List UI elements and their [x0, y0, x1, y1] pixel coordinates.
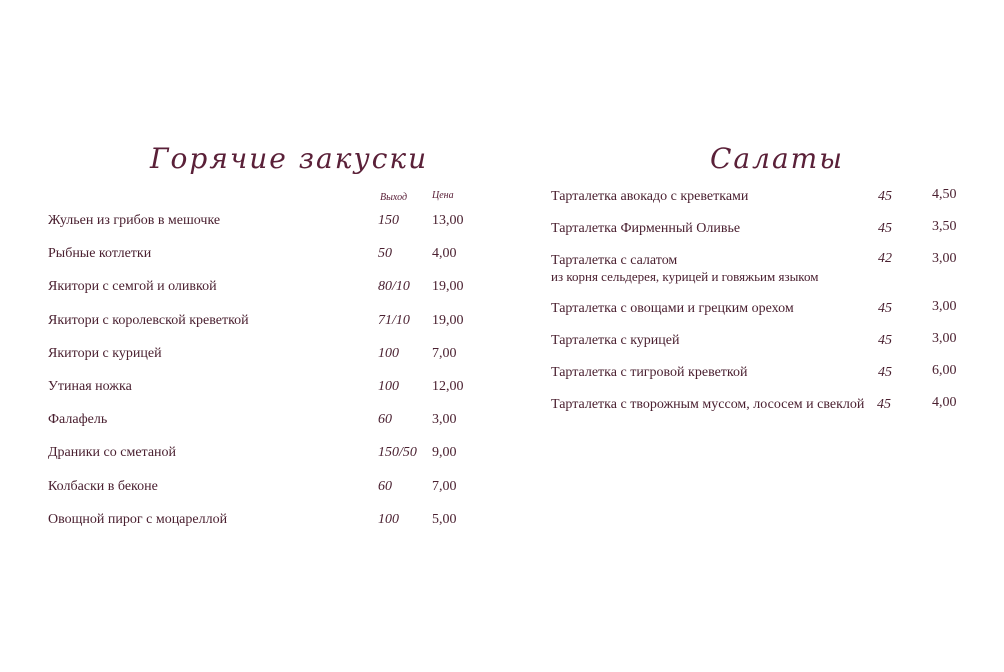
- item-name: Рыбные котлетки: [48, 246, 152, 261]
- hot-menu-item: [48, 512, 478, 532]
- item-yield: 71/10: [378, 313, 410, 328]
- item-price: 4,00: [432, 246, 457, 261]
- hot-menu-item: [48, 279, 478, 299]
- item-price: 4,00: [932, 395, 957, 410]
- salad-menu-item: [551, 301, 971, 321]
- item-yield: 150/50: [378, 445, 417, 460]
- item-price: 7,00: [432, 479, 457, 494]
- item-yield: 80/10: [378, 279, 410, 294]
- item-price: 12,00: [432, 379, 464, 394]
- item-price: 3,00: [932, 331, 957, 346]
- item-name: Якитори с семгой и оливкой: [48, 279, 217, 294]
- item-yield: 45: [878, 333, 892, 348]
- item-yield: 45: [878, 189, 892, 204]
- item-yield: 100: [378, 512, 399, 527]
- item-yield: 45: [877, 397, 891, 412]
- item-yield: 42: [878, 251, 892, 266]
- item-price: 9,00: [432, 445, 457, 460]
- item-yield: 150: [378, 213, 399, 228]
- item-description: из корня сельдерея, курицей и говяжьим языком: [551, 269, 819, 284]
- item-name: Якитори с курицей: [48, 346, 162, 361]
- item-name: Драники со сметаной: [48, 445, 177, 460]
- item-name: Фалафель: [48, 412, 108, 427]
- item-price: 6,00: [932, 363, 957, 378]
- item-price: 19,00: [432, 313, 464, 328]
- item-name: Тарталетка с творожным муссом, лососем и свеклой: [551, 397, 865, 412]
- item-name: Тарталетка с овощами и грецким орехом: [551, 301, 794, 316]
- hot-menu-item: [48, 213, 478, 233]
- salad-menu-item: [551, 221, 971, 241]
- item-name: Тарталетка Фирменный Оливье: [551, 221, 741, 236]
- item-price: 3,00: [432, 412, 457, 427]
- item-yield: 60: [378, 479, 392, 494]
- item-name: Тарталетка авокадо с креветками: [551, 189, 749, 204]
- salad-menu-item: [551, 189, 971, 209]
- item-name: Овощной пирог с моцареллой: [48, 512, 228, 527]
- item-price: 3,00: [932, 299, 957, 314]
- hot-menu-item: [48, 479, 478, 499]
- salad-menu-item: [551, 333, 971, 353]
- item-name: Якитори с королевской креветкой: [48, 313, 249, 328]
- salad-menu-item: [551, 397, 971, 417]
- item-price: 7,00: [432, 346, 457, 361]
- item-name: Тарталетка с салатом: [551, 253, 678, 268]
- hot-section-title: Горячие закуски: [150, 142, 429, 175]
- item-name: Тарталетка с тигровой креветкой: [551, 365, 748, 380]
- hot-menu-item: [48, 445, 478, 465]
- item-yield: 45: [878, 365, 892, 380]
- yield-column-header: Выход: [380, 192, 407, 203]
- item-yield: 45: [878, 221, 892, 236]
- hot-menu-item: [48, 346, 478, 366]
- item-yield: 50: [378, 246, 392, 261]
- price-column-header: Цена: [432, 190, 454, 201]
- item-price: 3,50: [932, 219, 957, 234]
- item-name: Жульен из грибов в мешочке: [48, 213, 221, 228]
- item-price: 3,00: [932, 251, 957, 266]
- item-price: 19,00: [432, 279, 464, 294]
- item-name: Тарталетка с курицей: [551, 333, 680, 348]
- item-name: Утиная ножка: [48, 379, 132, 394]
- salad-menu-item: [551, 253, 971, 289]
- item-yield: 100: [378, 379, 399, 394]
- item-price: 13,00: [432, 213, 464, 228]
- item-name: Колбаски в беконе: [48, 479, 158, 494]
- hot-menu-item: [48, 246, 478, 266]
- item-yield: 60: [378, 412, 392, 427]
- item-yield: 45: [878, 301, 892, 316]
- salads-section-title: Салаты: [710, 142, 844, 175]
- hot-menu-item: [48, 412, 478, 432]
- item-price: 5,00: [432, 512, 457, 527]
- item-price: 4,50: [932, 187, 957, 202]
- hot-menu-item: [48, 379, 478, 399]
- salad-menu-item: [551, 365, 971, 385]
- hot-menu-item: [48, 313, 478, 333]
- item-yield: 100: [378, 346, 399, 361]
